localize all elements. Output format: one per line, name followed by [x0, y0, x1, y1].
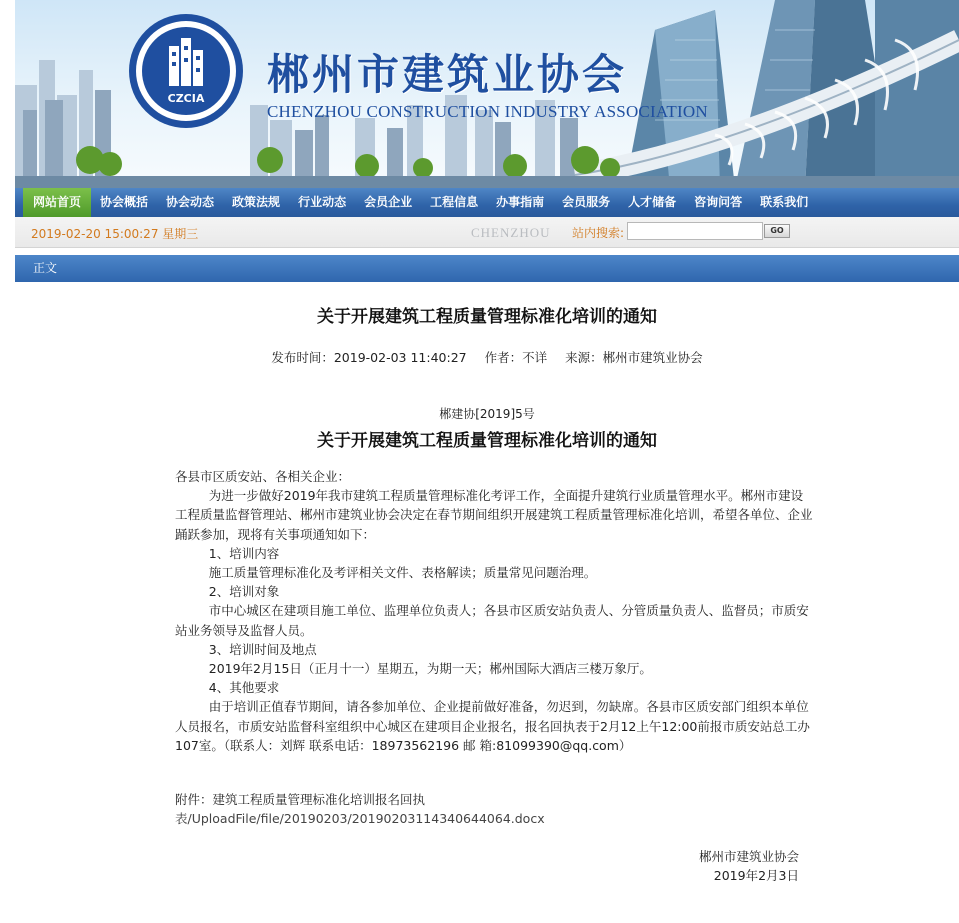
section-3-text: 2019年2月15日（正月十一）星期五，为期一天；郴州国际大酒店三楼万象厅。 — [208, 661, 652, 677]
article-meta — [15, 348, 959, 366]
article-body — [175, 467, 815, 755]
section-1-text: 施工质量管理标准化及考评相关文件、表格解读；质量常见问题治理。 — [208, 565, 597, 581]
salutation: 各县市区质安站、各相关企业： — [175, 469, 351, 484]
site-banner — [15, 0, 959, 188]
section-2-text: 市中心城区在建项目施工单位、监理单位负责人；各县市区质安站负责人、分管质量负责人、监督员；市质安站业务领导及监督人员。 — [175, 603, 809, 638]
nav-item-talent[interactable]: 人才储备 — [628, 195, 677, 209]
info-bar — [15, 217, 959, 248]
site-title: 郴州市建筑业协会 — [267, 50, 628, 99]
publish-time: 发布时间：2019-02-03 11:40:27 — [271, 350, 467, 365]
section-4-text: 由于培训正值春节期间，请各参加单位、企业提前做好准备，勿迟到，勿缺席。各县市区质安部门组织本单位人员报名，市质安站监督科室组织中心城区在建项目企业报名，报名回执表于2月12上午12:00前报市质安站总工办107室。（联系人：刘辉 联系电话：18973562196 邮 箱:81099390@qq.com） — [175, 699, 810, 753]
nav-item-contact[interactable]: 联系我们 — [760, 195, 809, 209]
document-number: 郴建协[2019]5号 — [439, 407, 535, 421]
attachment-link[interactable]: 表/UploadFile/file/20190203/20190203114340644064.docx — [175, 811, 545, 827]
association-logo — [127, 12, 245, 130]
nav-item-industry[interactable]: 行业动态 — [298, 195, 347, 209]
search-label: 站内搜索: — [572, 226, 625, 240]
search-input[interactable] — [627, 222, 763, 240]
nav-item-policy[interactable]: 政策法规 — [232, 195, 281, 209]
nav-item-home[interactable]: 网站首页 — [23, 188, 91, 217]
author: 作者：不详 — [484, 350, 548, 365]
nav-item-guide[interactable]: 办事指南 — [496, 195, 545, 209]
document-title: 关于开展建筑工程质量管理标准化培训的通知 — [317, 431, 657, 451]
logo-abbrev: CZCIA — [167, 92, 205, 105]
main-nav — [15, 188, 959, 217]
intro-paragraph: 为进一步做好2019年我市建筑工程质量管理标准化考评工作，全面提升建筑行业质量管理水平。郴州市建设工程质量监督管理站、郴州市建筑业协会决定在春节期间组织开展建筑工程质量管理标准化培训，希望各单位、企业踊跃参加，现将有关事项通知如下： — [175, 488, 813, 542]
nav-item-about[interactable]: 协会概括 — [100, 195, 149, 209]
nav-item-news[interactable]: 协会动态 — [166, 195, 215, 209]
signature-block — [699, 847, 799, 885]
attachment-label: 附件：建筑工程质量管理标准化培训报名回执 — [175, 792, 426, 807]
site-subtitle: CHENZHOU CONSTRUCTION INDUSTRY ASSOCIATION — [267, 102, 708, 121]
signature-org: 郴州市建筑业协会 — [698, 849, 799, 864]
section-4-title: 4、其他要求 — [208, 680, 280, 696]
search-go-button[interactable]: GO — [764, 224, 790, 238]
attachment-block — [175, 790, 815, 828]
source: 来源：郴州市建筑业协会 — [565, 350, 703, 365]
article — [15, 282, 959, 923]
nav-item-member-service[interactable]: 会员服务 — [562, 195, 611, 209]
nav-item-members[interactable]: 会员企业 — [364, 195, 413, 209]
signature-date: 2019年2月3日 — [713, 868, 799, 883]
section-2-title: 2、培训对象 — [208, 584, 280, 600]
section-1-title: 1、培训内容 — [208, 545, 280, 561]
nav-item-qa[interactable]: 咨询问答 — [694, 195, 743, 209]
section-title: 正文 — [33, 261, 58, 275]
article-title: 关于开展建筑工程质量管理标准化培训的通知 — [317, 307, 657, 327]
section-header — [15, 255, 959, 282]
nav-item-projects[interactable]: 工程信息 — [430, 195, 479, 209]
city-watermark: CHENZHOU — [471, 225, 551, 240]
current-datetime: 2019-02-20 15:00:27 星期三 — [31, 227, 199, 241]
section-3-title: 3、培训时间及地点 — [208, 641, 317, 657]
